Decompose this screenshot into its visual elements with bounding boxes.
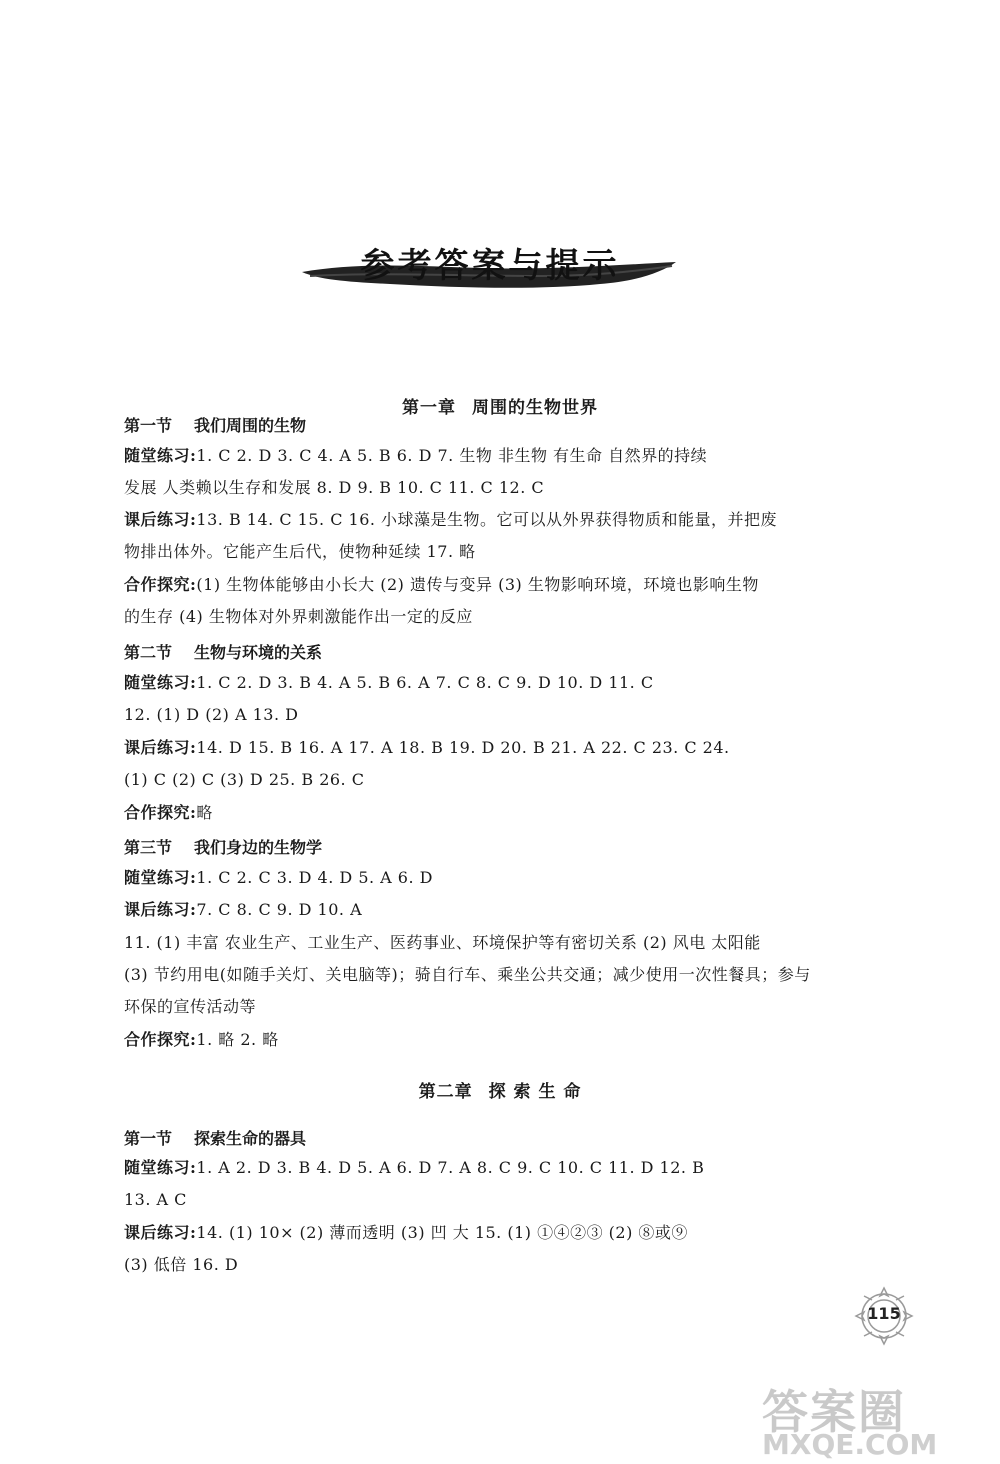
answer-line: 13. A C: [124, 1190, 187, 1209]
answer-line: 随堂练习:1. C 2. D 3. C 4. A 5. B 6. D 7. 生物 非生物 有生命 自然界的持续: [124, 446, 708, 465]
answer-line: 物排出体外。它能产生后代，使物种延续 17. 略: [124, 542, 476, 561]
chapter-number: 第二章: [418, 1082, 473, 1102]
watermark-logo-text: 答案圈: [762, 1385, 906, 1439]
section-heading: 第一节 探索生命的器具: [124, 1129, 307, 1148]
answer-line: 课后练习:14. D 15. B 16. A 17. A 18. B 19. D 20. B 21. A 22. C 23. C 24.: [124, 738, 730, 757]
page-number-badge: [852, 1284, 916, 1348]
answer-line: 合作探究:(1) 生物体能够由小长大 (2) 遗传与变异 (3) 生物影响环境，环境也影响生物: [124, 575, 759, 594]
answer-line: 随堂练习:1. C 2. C 3. D 4. D 5. A 6. D: [124, 868, 433, 887]
page-number: 115: [867, 1304, 901, 1323]
watermark: [762, 1376, 998, 1462]
section-heading: 第三节 我们身边的生物学: [124, 838, 323, 857]
answer-line: 11. (1) 丰富 农业生产、工业生产、医药事业、环境保护等有密切关系 (2) 风电 太阳能: [124, 933, 761, 952]
answer-line: (3) 节约用电(如随手关灯、关电脑等)；骑自行车、乘坐公共交通；减少使用一次性餐具；参与: [124, 965, 811, 984]
title-banner: [300, 232, 680, 302]
chapter-title: 周围的生物世界: [472, 398, 598, 418]
watermark-url: MXQE.COM: [762, 1428, 938, 1461]
answer-line: 课后练习:13. B 14. C 15. C 16. 小球藻是生物。它可以从外界获得物质和能量，并把废: [124, 510, 778, 529]
answer-line: 合作探究:略: [124, 803, 213, 822]
section-heading: 第二节 生物与环境的关系: [124, 643, 323, 662]
chapter-2-heading: [0, 1077, 1000, 1102]
chapter-title: 探 索 生 命: [488, 1082, 582, 1102]
answer-line: 课后练习:7. C 8. C 9. D 10. A: [124, 900, 363, 919]
answer-line: (3) 低倍 16. D: [124, 1255, 239, 1274]
answer-line: 课后练习:14. (1) 10× (2) 薄而透明 (3) 凹 大 15. (1) ①④②③ (2) ⑧或⑨: [124, 1223, 688, 1242]
chapter-number: 第一章: [402, 398, 456, 418]
answer-line: 的生存 (4) 生物体对外界刺激能作出一定的反应: [124, 607, 473, 626]
answer-line: 发展 人类赖以生存和发展 8. D 9. B 10. C 11. C 12. C: [124, 478, 545, 497]
answer-line: 12. (1) D (2) A 13. D: [124, 705, 299, 724]
answer-line: 随堂练习:1. C 2. D 3. B 4. A 5. B 6. A 7. C 8. C 9. D 10. D 11. C: [124, 673, 654, 692]
page-title: 参考答案与提示: [360, 246, 620, 286]
answer-line: 合作探究:1. 略 2. 略: [124, 1030, 279, 1049]
answer-line: 随堂练习:1. A 2. D 3. B 4. D 5. A 6. D 7. A 8. C 9. C 10. C 11. D 12. B: [124, 1158, 705, 1177]
answer-line: 环保的宣传活动等: [124, 997, 257, 1016]
answer-line: (1) C (2) C (3) D 25. B 26. C: [124, 770, 365, 789]
section-heading: 第一节 我们周围的生物: [124, 416, 307, 435]
